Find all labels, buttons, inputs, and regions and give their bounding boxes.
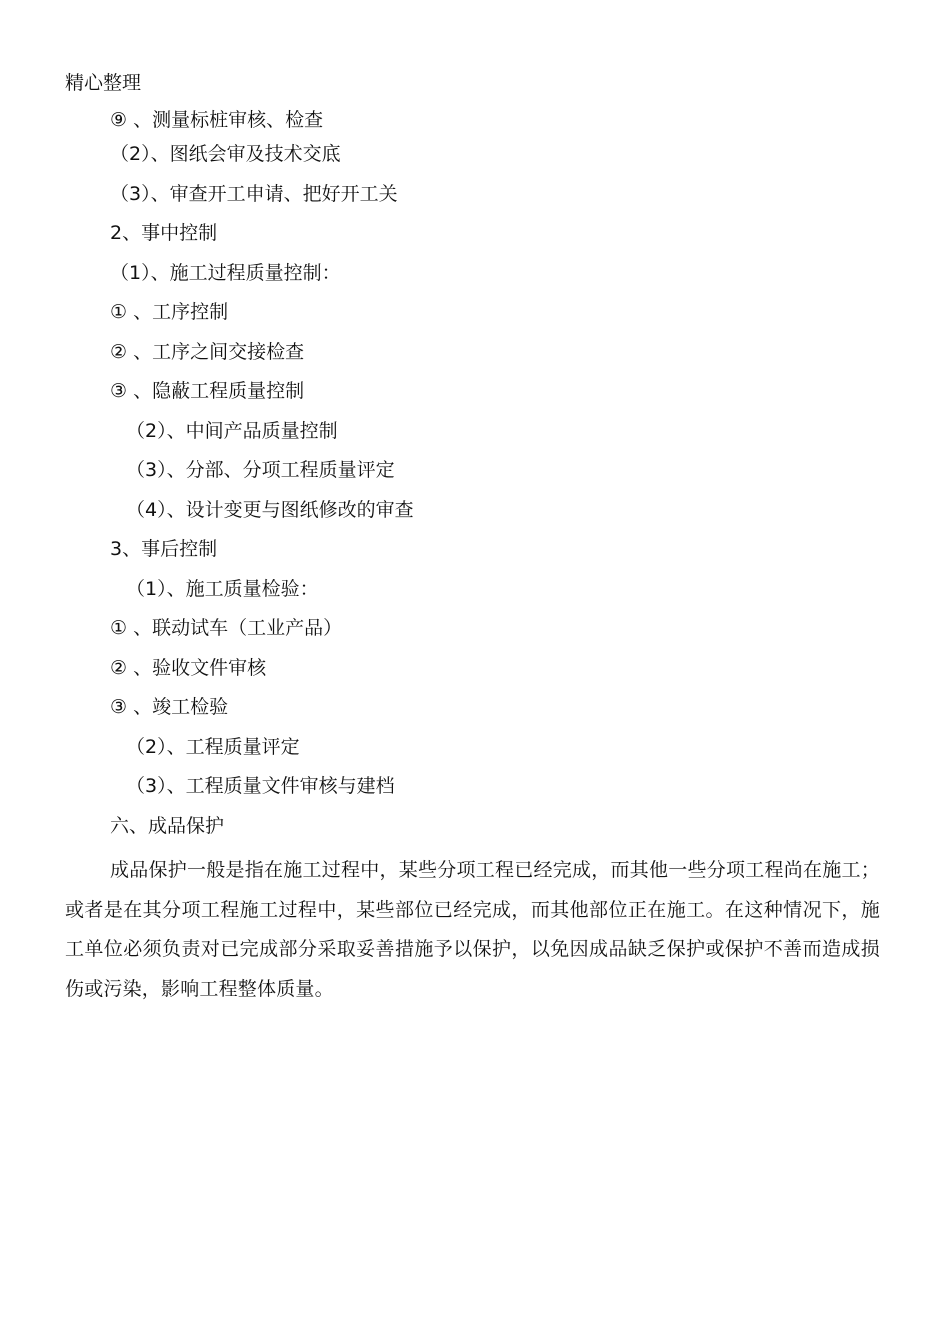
page-header: 精心整理	[65, 72, 142, 94]
list-item: ② 、工序之间交接检查	[110, 341, 305, 363]
body-paragraph: 成品保护一般是指在施工过程中，某些分项工程已经完成，而其他一些分项工程尚在施工；或者是在其分项工程施工过程中，某些部位已经完成，而其他部位正在施工。在这种情况下，施工单位必须负责对已完成部分采取妥善措施予以保护，以免因成品缺乏保护或保护不善而造成损伤或污染，影响工程整体质量。	[65, 859, 880, 1000]
list-item: 3、事后控制	[110, 538, 218, 560]
list-item: ② 、验收文件审核	[110, 657, 267, 679]
list-item: 2、事中控制	[110, 222, 218, 244]
section-heading: 六、成品保护	[110, 815, 225, 837]
list-item: （1）、施工质量检验：	[126, 578, 319, 600]
list-item: （3）、工程质量文件审核与建档	[126, 775, 395, 797]
list-item: （2）、工程质量评定	[126, 736, 300, 758]
list-item: ③ 、隐蔽工程质量控制	[110, 380, 305, 402]
list-item: （4）、设计变更与图纸修改的审查	[126, 499, 414, 521]
list-item: ⑨ 、测量标桩审核、检查	[110, 109, 324, 131]
list-item: （2）、中间产品质量控制	[126, 420, 338, 442]
list-item: （1）、施工过程质量控制：	[110, 262, 341, 284]
list-item: （2）、图纸会审及技术交底	[110, 143, 341, 165]
list-item: ① 、工序控制	[110, 301, 229, 323]
list-item: （3）、审查开工申请、把好开工关	[110, 183, 398, 205]
list-item: （3）、分部、分项工程质量评定	[126, 459, 395, 481]
list-item: ③ 、竣工检验	[110, 696, 229, 718]
list-item: ① 、联动试车（工业产品）	[110, 617, 343, 639]
